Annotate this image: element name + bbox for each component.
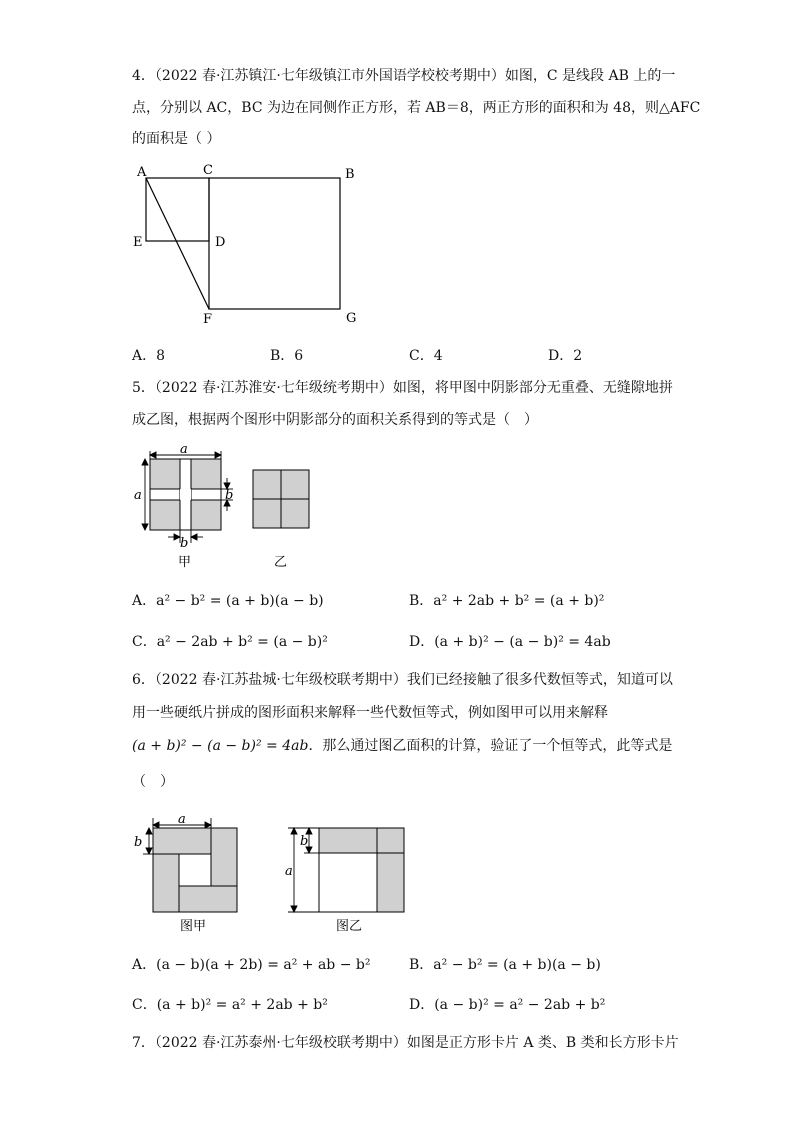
q7-stem-line1: 7．（2022 春·江苏泰州·七年级校联考期中）如图是正方形卡片 A 类、B 类和长方形卡片 — [132, 1035, 679, 1051]
q4-label-c: C — [203, 163, 213, 178]
q6-stem-line2: 用一些硬纸片拼成的图形面积来解释一些代数恒等式，例如图甲可以用来解释 — [132, 705, 608, 721]
q4-option-a[interactable]: A．8 — [132, 348, 166, 364]
q5-fig-a-top: a — [180, 442, 188, 457]
q5-fig-b-bottom: b — [180, 536, 189, 551]
q5-option-c[interactable]: C．a² − 2ab + b² = (a − b)² — [132, 634, 328, 650]
q6-fig-caption-2: 图乙 — [336, 919, 363, 934]
q4-stem-line1: 4．（2022 春·江苏镇江·七年级镇江市外国语学校校考期中）如图，C 是线段 AB 上的一 — [132, 68, 676, 84]
q5-option-d[interactable]: D．(a + b)² − (a − b)² = 4ab — [409, 634, 611, 650]
q6-fig-caption-1: 图甲 — [180, 919, 207, 934]
q4-option-d[interactable]: D．2 — [548, 348, 583, 364]
q6-stem-line4: （ ） — [132, 774, 174, 790]
q5-option-a[interactable]: A．a² − b² = (a + b)(a − b) — [132, 593, 324, 609]
q4-option-c[interactable]: C．4 — [409, 348, 443, 364]
q6-option-b[interactable]: B．a² − b² = (a + b)(a − b) — [409, 957, 601, 973]
q4-label-d: D — [215, 235, 226, 250]
q5-stem-line2: 成乙图，根据两个图形中阴影部分的面积关系得到的等式是（ ） — [132, 412, 538, 428]
q6-option-a[interactable]: A．(a − b)(a + 2b) = a² + ab − b² — [132, 957, 371, 973]
q5-stem-line1: 5．（2022 春·江苏淮安·七年级统考期中）如图，将甲图中阴影部分无重叠、无缝隙地拼 — [132, 380, 673, 396]
q6-fig-b1: b — [134, 835, 143, 850]
q5-fig-a-left: a — [134, 488, 142, 503]
q5-fig-b-right: b — [225, 488, 234, 503]
q4-option-b[interactable]: B．6 — [270, 348, 304, 364]
q5-fig-caption-1: 甲 — [178, 555, 192, 570]
q4-label-f: F — [203, 312, 213, 327]
q6-stem-line3-text: ．那么通过图乙面积的计算，验证了一个恒等式，此等式是 — [308, 738, 673, 754]
q6-fig-a1: a — [178, 812, 186, 827]
q4-stem-line2: 点，分别以 AC，BC 为边在同侧作正方形，若 AB＝8，两正方形的面积和为 48，则△AFC — [132, 100, 701, 116]
q6-formula: (a + b)² − (a − b)² = 4ab — [132, 738, 309, 754]
q4-stem-line3: 的面积是（ ） — [132, 131, 221, 147]
q6-stem-line1: 6．（2022 春·江苏盐城·七年级校联考期中）我们已经接触了很多代数恒等式，知道可以 — [132, 672, 673, 688]
q4-label-e: E — [133, 235, 143, 250]
q4-label-g: G — [346, 311, 357, 326]
q5-fig-caption-2: 乙 — [274, 555, 288, 570]
q6-option-d[interactable]: D．(a − b)² = a² − 2ab + b² — [409, 997, 606, 1013]
q5-option-b[interactable]: B．a² + 2ab + b² = (a + b)² — [409, 593, 605, 609]
q6-fig-a2: a — [285, 864, 293, 879]
q4-label-a: A — [137, 165, 147, 180]
q4-label-b: B — [345, 167, 355, 182]
q6-option-c[interactable]: C．(a + b)² = a² + 2ab + b² — [132, 997, 328, 1013]
q6-fig-b2: b — [300, 834, 309, 849]
